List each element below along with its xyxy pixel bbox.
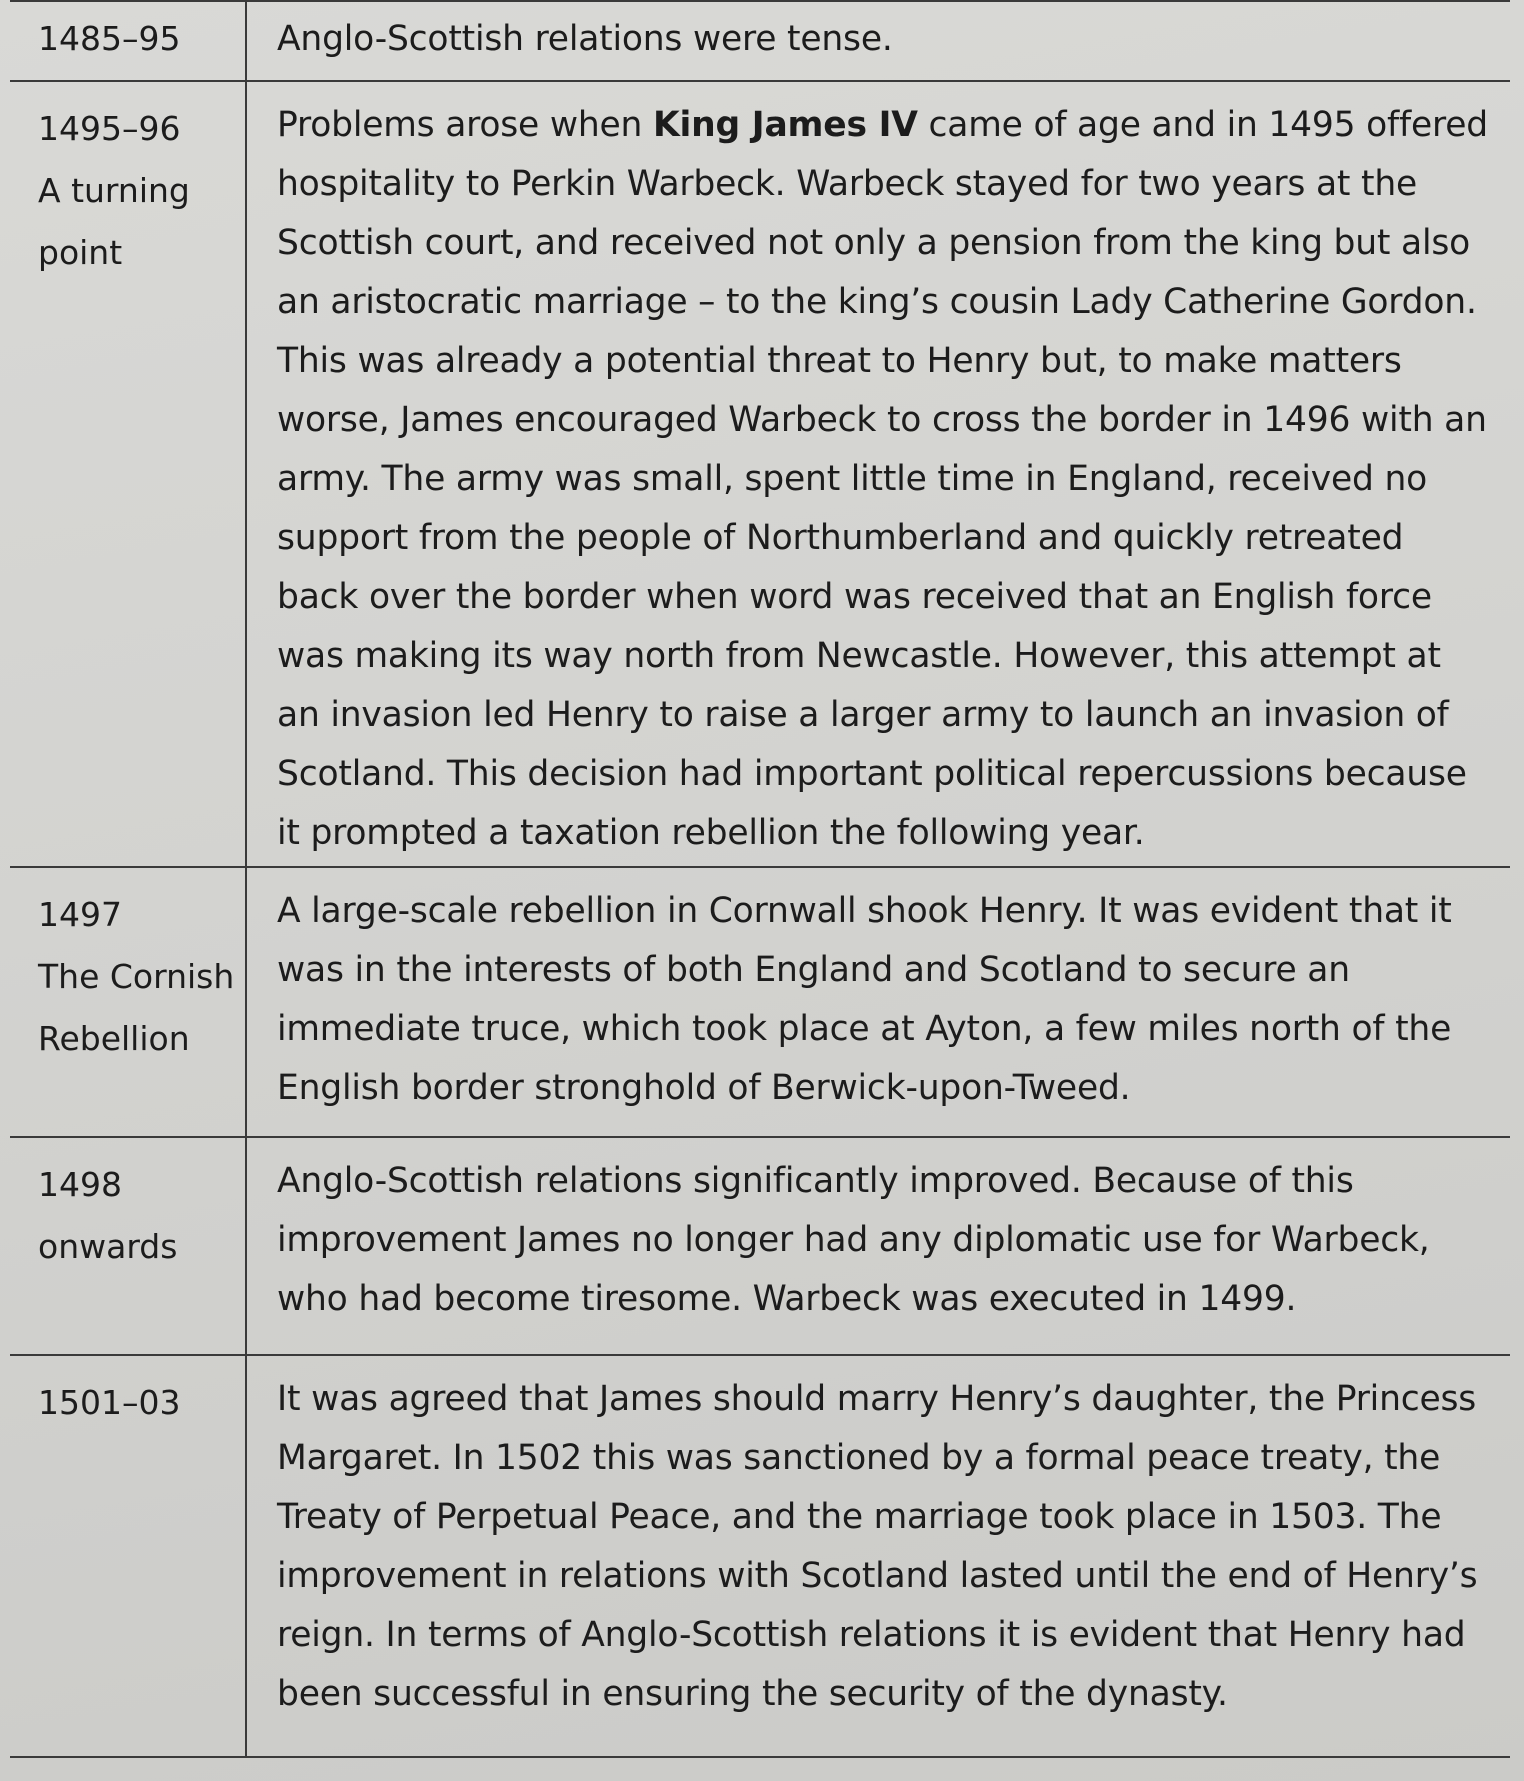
timeline-row [10, 2, 1510, 82]
period-subtitle: onwards [38, 1227, 178, 1266]
timeline-row [10, 1138, 1510, 1356]
year-label: 1498 [38, 1165, 122, 1204]
date-cell [10, 2, 247, 80]
timeline-row [10, 868, 1510, 1138]
highlighted-name: King James IV [652, 105, 918, 145]
timeline-row [10, 82, 1510, 868]
period-subtitle: A turning point [38, 171, 190, 272]
description-text: Problems arose when [277, 105, 653, 145]
event-description [247, 82, 1510, 866]
event-description: It was agreed that James should marry Henry’s daughter, the Princess Margaret. In 1502 this was sanctioned by a formal peace treaty, the Treaty of Perpetual Peace, and the marriage took place in 1503. The improvement in relations with Scotland lasted until the end of Henry’s reign. In terms of Anglo-Scottish relations it is evident that Henry had been successful in ensuring the security of the dynasty. [277, 1379, 1478, 1714]
year-label: 1501–03 [38, 1383, 181, 1422]
event-description: Anglo-Scottish relations significantly improved. Because of this improvement James no longer had any diplomatic use for Warbeck, who had become tiresome. Warbeck was executed in 1499. [277, 1161, 1430, 1319]
date-cell [10, 1356, 247, 1756]
timeline-table [10, 0, 1510, 1758]
year-label: 1495–96 [38, 109, 181, 148]
event-description: Anglo-Scottish relations were tense. [277, 19, 893, 59]
event-description: A large-scale rebellion in Cornwall shook Henry. It was evident that it was in the interests of both England and Scotland to secure an immediate truce, which took place at Ayton, a few miles north of the English border stronghold of Berwick-upon-Tweed. [277, 891, 1452, 1108]
description-text: came of age and in 1495 offered hospitality to Perkin Warbeck. Warbeck stayed for two years at the Scottish court, and received not only a pension from the king but also an aristocratic marriage – to the king’s cousin Lady Catherine Gordon. This was already a potential threat to Henry but, to make matters worse, James encouraged Warbeck to cross the border in 1496 with an army. The army was small, spent little time in England, received no support from the people of Northumberland and quickly retreated back over the border when word was received that an English force was making its way north from Newcastle. However, this attempt at an invasion led Henry to raise a larger army to launch an invasion of Scotland. This decision had important political repercussions because it prompted a taxation rebellion the following year. [277, 105, 1488, 853]
timeline-row [10, 1356, 1510, 1756]
year-label: 1497 [38, 895, 122, 934]
date-cell [10, 868, 247, 1136]
year-label: 1485–95 [38, 19, 181, 58]
date-cell [10, 82, 247, 866]
period-subtitle: The Cornish Rebellion [38, 957, 235, 1058]
date-cell [10, 1138, 247, 1354]
